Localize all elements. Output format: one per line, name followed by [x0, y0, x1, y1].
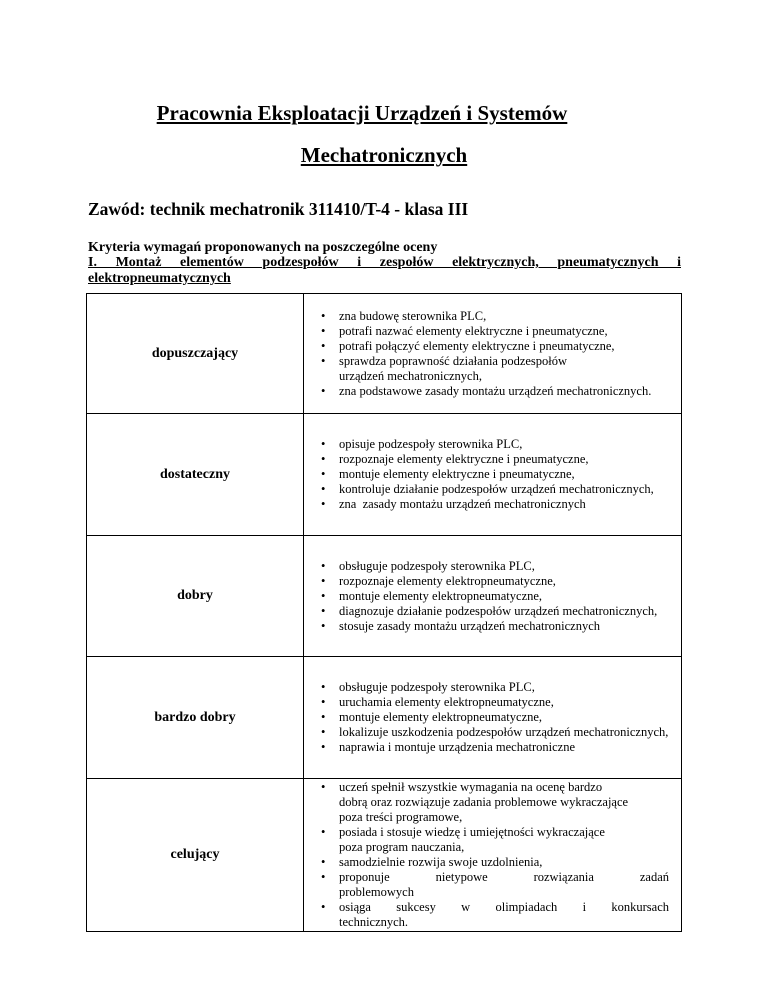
list-item: • uruchamia elementy elektropneumatyczne, — [339, 695, 681, 710]
list-item: • zna budowę sterownika PLC, — [339, 309, 681, 324]
list-item: • obsługuje podzespoły sterownika PLC, — [339, 680, 681, 695]
list-item: • rozpoznaje elementy elektryczne i pneumatyczne, — [339, 452, 681, 467]
list-item: • montuje elementy elektropneumatyczne, — [339, 710, 681, 725]
table-row — [87, 294, 682, 414]
list-item — [339, 825, 681, 855]
table-row — [87, 536, 682, 657]
list-item: • lokalizuje uszkodzenia podzespołów urządzeń mechatronicznych, — [339, 725, 681, 740]
table-row — [87, 414, 682, 536]
list-item: • zna zasady montażu urządzeń mechatronicznych — [339, 497, 681, 512]
item-text-continued: poza treści programowe, — [339, 810, 463, 824]
item-text-continued: problemowych — [339, 885, 414, 899]
item-text: • uczeń spełnił wszystkie wymagania na ocenę bardzo — [339, 780, 603, 794]
section-heading-continued: elektropneumatycznych — [88, 271, 231, 286]
section-heading: I. Montaż elementów podzespołów i zespołów elektrycznych, pneumatycznych i — [88, 255, 681, 270]
list-item — [339, 780, 681, 825]
requirements-list — [304, 559, 681, 634]
item-text-continued: urządzeń mechatronicznych, — [339, 368, 482, 383]
grade-name: celujący — [87, 779, 304, 932]
item-text: • posiada i stosuje wiedzę i umiejętności wykraczające — [339, 825, 605, 839]
page-title-continued: Mechatronicznych — [300, 143, 468, 167]
list-item — [339, 354, 681, 384]
grade-name: bardzo dobry — [87, 657, 304, 779]
table-row — [87, 657, 682, 779]
list-item: • montuje elementy elektropneumatyczne, — [339, 589, 681, 604]
list-item: • diagnozuje działanie podzespołów urządzeń mechatronicznych, — [339, 604, 681, 619]
list-item: • naprawia i montuje urządzenia mechatroniczne — [339, 740, 681, 755]
list-item: • opisuje podzespoły sterownika PLC, — [339, 437, 681, 452]
list-item — [339, 870, 681, 900]
criteria-heading: Kryteria wymagań proponowanych na poszczególne oceny — [88, 240, 438, 255]
requirements-list — [304, 437, 681, 512]
grade-name: dostateczny — [87, 414, 304, 536]
grade-name: dopuszczający — [87, 294, 304, 414]
profession-heading: Zawód: technik mechatronik 311410/T-4 - klasa III — [88, 199, 469, 219]
item-text: • proponuje nietypowe rozwiązania zadań — [339, 870, 669, 884]
list-item: • montuje elementy elektryczne i pneumatyczne, — [339, 467, 681, 482]
grades-table — [86, 293, 682, 932]
item-text-continued: poza program nauczania, — [339, 840, 465, 854]
list-item: • samodzielnie rozwija swoje uzdolnienia, — [339, 855, 681, 870]
list-item: • kontroluje działanie podzespołów urządzeń mechatronicznych, — [339, 482, 681, 497]
requirements-list — [304, 309, 681, 399]
item-text-continued: dobrą oraz rozwiązuje zadania problemowe wykraczające — [339, 795, 629, 809]
list-item: • rozpoznaje elementy elektropneumatyczne, — [339, 574, 681, 589]
requirements-list — [304, 780, 681, 930]
list-item: • potrafi nazwać elementy elektryczne i pneumatyczne, — [339, 324, 681, 339]
list-item: • potrafi połączyć elementy elektryczne i pneumatyczne, — [339, 339, 681, 354]
list-item: • stosuje zasady montażu urządzeń mechatronicznych — [339, 619, 681, 634]
list-item: • zna podstawowe zasady montażu urządzeń mechatronicznych. — [339, 384, 681, 399]
item-text-continued: technicznych. — [339, 915, 409, 929]
table-row — [87, 779, 682, 932]
list-item — [339, 900, 681, 930]
page-title: Pracownia Eksploatacji Urządzeń i Systemów — [156, 101, 568, 125]
list-item: • obsługuje podzespoły sterownika PLC, — [339, 559, 681, 574]
item-text: • osiąga sukcesy w olimpiadach i konkursach — [339, 900, 669, 914]
requirements-list — [304, 680, 681, 755]
item-text: sprawdza poprawność działania podzespołów — [339, 353, 568, 368]
grade-name: dobry — [87, 536, 304, 657]
